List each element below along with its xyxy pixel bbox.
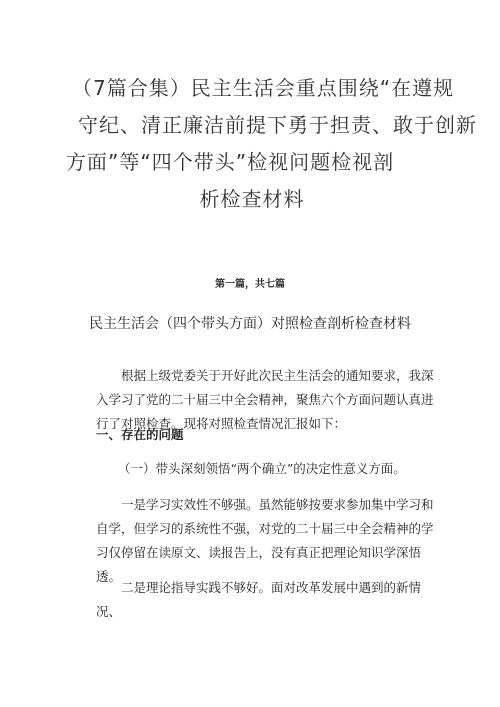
title-line: （7篇合集）民主生活会重点围绕“在遵规 — [72, 76, 455, 100]
subsection-heading: （一）带头深刻领悟“两个确立”的决定性意义方面。 — [118, 461, 406, 476]
body-paragraph: 二是理论指导实践不够好。面对改革发展中遇到的新情况、 — [96, 580, 422, 619]
section-heading: 一、存在的问题 — [96, 427, 184, 442]
document-title — [66, 70, 477, 218]
intro-paragraph: 根据上级党委关于开好此次民主生活会的通知要求，我深入学习了党的二十届三中全会精神，聚焦六个方面问题认真进行了对照检查。现将对照检查情况汇报如下： — [96, 368, 434, 431]
body-paragraph: 一是学习实效性不够强。虽然能够按要求参加集中学习和自学，但学习的系统性不强，对党的二十届三中全会精神的学习仅停留在读原文、读报告上，没有真正把理论知识学深悟透。 — [96, 497, 434, 584]
title-line: 析检查材料 — [199, 187, 305, 211]
part-label: 第一篇，共七篇 — [215, 279, 285, 290]
section-subtitle: 民主生活会（四个带头方面）对照检查剖析检查材料 — [89, 316, 411, 332]
title-line: 守纪、清正廉洁前提下勇于担责、敢于创新 — [78, 113, 477, 137]
title-line: 方面”等“四个带头”检视问题检视剖 — [66, 150, 395, 174]
